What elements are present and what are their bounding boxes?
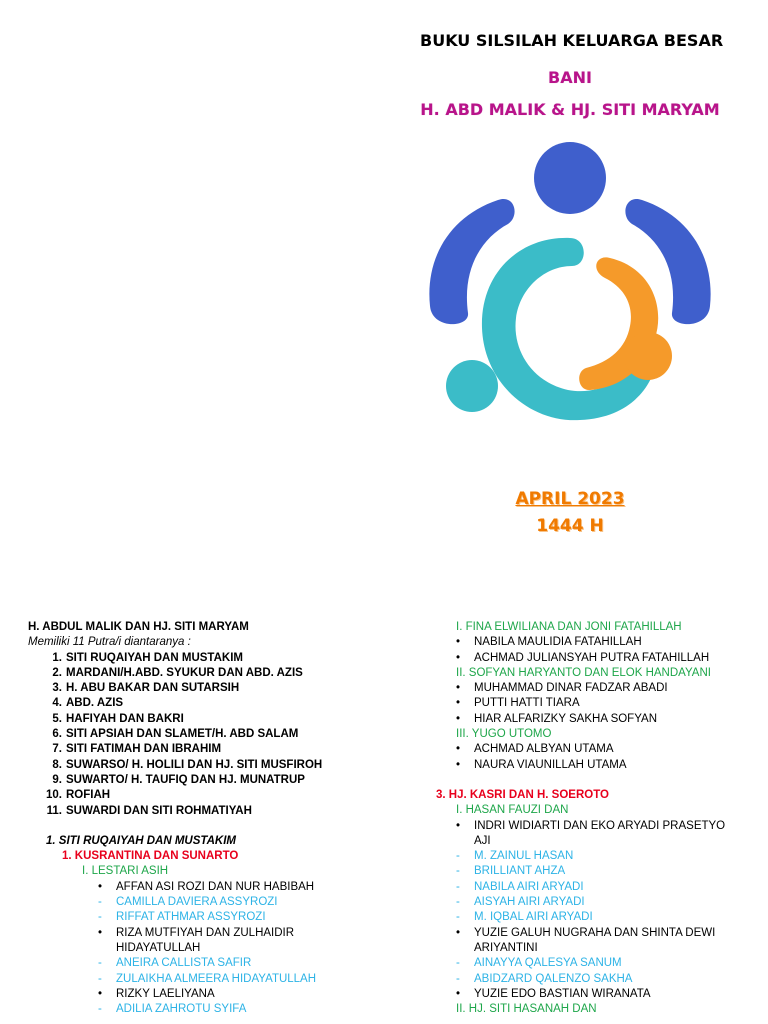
list-item (436, 880, 766, 895)
list-text: YUZIE EDO BASTIAN WIRANATA (474, 987, 651, 1000)
list-item (436, 712, 766, 727)
list-item (28, 972, 388, 987)
list-text: RIFFAT ATHMAR ASSYROZI (116, 911, 266, 924)
list-text: YUZIE GALUH NUGRAHA DAN SHINTA DEWI (474, 926, 716, 939)
list-text: ANEIRA CALLISTA SAFIR (116, 957, 252, 970)
child-item (28, 804, 388, 819)
book-title: BUKU SILSILAH KELUARGA BESAR (420, 31, 724, 50)
list-item (436, 834, 766, 849)
list-item (28, 926, 388, 941)
list-item (436, 972, 766, 987)
list-item (436, 910, 766, 925)
section-3-generation-2: II. HJ. SITI HASANAH DAN (456, 1003, 597, 1016)
child-name: HAFIYAH DAN BAKRI (66, 712, 184, 725)
logo-orange-head (624, 332, 672, 380)
list-text: M. ZAINUL HASAN (474, 850, 574, 863)
list-text: PUTTI HATTI TIARA (474, 697, 580, 710)
group-3-items (436, 742, 766, 773)
list-item (28, 941, 388, 956)
child-number: 11. (46, 804, 62, 817)
list-item (436, 864, 766, 879)
date-month: APRIL 2023 (515, 489, 625, 509)
list-marker: - (456, 865, 460, 878)
list-marker: - (456, 896, 460, 909)
list-marker: - (98, 972, 102, 985)
list-marker: - (98, 896, 102, 909)
child-name: SITI FATIMAH DAN IBRAHIM (66, 743, 222, 756)
list-item (436, 758, 766, 773)
list-marker: • (98, 987, 103, 1000)
list-text: RIZKY LAELIYANA (116, 987, 215, 1000)
section-3-generation-1: I. HASAN FAUZI DAN (456, 804, 569, 817)
bullet-icon: • (456, 636, 461, 649)
family-heading: H. ABDUL MALIK DAN HJ. SITI MARYAM (28, 621, 249, 633)
list-text: M. IQBAL AIRI ARYADI (474, 911, 593, 924)
child-number: 9. (52, 773, 62, 786)
date-hijri: 1444 H (536, 516, 604, 536)
child-name: SITI APSIAH DAN SLAMET/H. ABD SALAM (66, 728, 299, 741)
list-item (436, 956, 766, 971)
list-text: ABIDZARD QALENZO SAKHA (474, 972, 633, 985)
list-text: ZULAIKHA ALMEERA HIDAYATULLAH (116, 972, 317, 985)
list-item (436, 895, 766, 910)
list-text: ARIYANTINI (474, 941, 538, 954)
list-text: ACHMAD JULIANSYAH PUTRA FATAHILLAH (474, 651, 710, 664)
child-number: 10. (46, 789, 62, 802)
list-marker: - (456, 911, 460, 924)
child-name: ABD. AZIS (66, 697, 124, 710)
list-text: CAMILLA DAVIERA ASSYROZI (116, 896, 278, 909)
list-marker: • (98, 926, 103, 939)
list-item (28, 910, 388, 925)
left-column (28, 620, 388, 1017)
list-text: BRILLIANT AHZA (474, 865, 566, 878)
list-item (436, 742, 766, 757)
couple-name: H. ABD MALIK & HJ. SITI MARYAM (420, 100, 720, 119)
child-item (28, 773, 388, 788)
children-list (28, 651, 388, 819)
list-item (28, 956, 388, 971)
list-item (436, 849, 766, 864)
list-item (436, 651, 766, 666)
child-item (28, 696, 388, 711)
section-title-3: 3. HJ. KASRI DAN H. SOEROTO (436, 788, 609, 801)
bani-label: BANI (548, 68, 592, 87)
child-number: 7. (52, 743, 62, 756)
list-marker: • (456, 819, 461, 832)
list-item (436, 681, 766, 696)
child-item (28, 712, 388, 727)
list-marker: - (98, 1003, 102, 1016)
child-name: SITI RUQAIYAH DAN MUSTAKIM (66, 651, 243, 664)
list-item (436, 941, 766, 956)
child-name: SUWARSO/ H. HOLILI DAN HJ. SITI MUSFIROH (66, 758, 323, 771)
list-marker: - (456, 972, 460, 985)
child-name: SUWARDI DAN SITI ROHMATIYAH (66, 804, 252, 817)
list-text: HIDAYATULLAH (116, 941, 201, 954)
logo-teal-head (446, 360, 498, 412)
group-3-title: III. YUGO UTOMO (456, 728, 552, 741)
list-text: ADILIA ZAHROTU SYIFA (116, 1003, 247, 1016)
list-text: NABILA MAULIDIA FATAHILLAH (474, 636, 642, 649)
section-3-lines (436, 819, 766, 1003)
child-name: ROFIAH (66, 789, 111, 802)
list-marker: - (456, 880, 460, 893)
child-number: 8. (52, 758, 62, 771)
child-item (28, 666, 388, 681)
child-number: 1. (52, 651, 62, 664)
list-text: INDRI WIDIARTI DAN EKO ARYADI PRASETYO (474, 819, 726, 832)
child-item (28, 742, 388, 757)
list-marker: - (456, 957, 460, 970)
generation-title-1: I. LESTARI ASIH (82, 865, 169, 878)
group-1-items (436, 635, 766, 666)
list-text: AFFAN ASI ROZI DAN NUR HABIBAH (116, 880, 315, 893)
list-text: MUHAMMAD DINAR FADZAR ABADI (474, 682, 668, 695)
list-marker: - (98, 957, 102, 970)
group-2-items (436, 681, 766, 727)
list-text: AINAYYA QALESYA SANUM (474, 957, 622, 970)
child-item (28, 788, 388, 803)
list-item (436, 819, 766, 834)
list-text: NAURA VIAUNILLAH UTAMA (474, 758, 627, 771)
logo-blue-head (534, 142, 606, 214)
group-1-title: I. FINA ELWILIANA DAN JONI FATAHILLAH (456, 621, 682, 633)
bullet-icon: • (456, 758, 461, 771)
list-item (436, 926, 766, 941)
list-marker: - (98, 911, 102, 924)
bullet-icon: • (456, 682, 461, 695)
child-name: MARDANI/H.ABD. SYUKUR DAN ABD. AZIS (66, 666, 303, 679)
list-item (28, 880, 388, 895)
child-number: 3. (52, 682, 62, 695)
section-title-1: 1. SITI RUQAIYAH DAN MUSTAKIM (46, 834, 236, 847)
list-item (28, 987, 388, 1002)
child-number: 6. (52, 728, 62, 741)
list-text: AJI (474, 834, 491, 847)
list-item (28, 895, 388, 910)
child-item (28, 727, 388, 742)
child-number: 4. (52, 697, 62, 710)
list-text: HIAR ALFARIZKY SAKHA SOFYAN (474, 712, 657, 725)
list-text: NABILA AIRI ARYADI (474, 880, 584, 893)
list-marker: • (456, 926, 461, 939)
child-number: 2. (52, 666, 62, 679)
family-subheading: Memiliki 11 Putra/i diantaranya : (28, 636, 191, 649)
family-circle-logo (420, 138, 720, 450)
sub-title-1: 1. KUSRANTINA DAN SUNARTO (62, 850, 239, 863)
list-text: ACHMAD ALBYAN UTAMA (474, 743, 614, 756)
bullet-icon: • (456, 743, 461, 756)
child-number: 5. (52, 712, 62, 725)
list-text: RIZA MUTFIYAH DAN ZULHAIDIR (116, 926, 295, 939)
right-column (436, 620, 766, 1017)
bullet-icon: • (456, 697, 461, 710)
list-marker: • (456, 987, 461, 1000)
list-text: AISYAH AIRI ARYADI (474, 896, 585, 909)
bullet-icon: • (456, 712, 461, 725)
list-item (436, 696, 766, 711)
bullet-icon: • (456, 651, 461, 664)
list-marker: • (98, 880, 103, 893)
list-item (436, 635, 766, 650)
child-item (28, 758, 388, 773)
group-2-title: II. SOFYAN HARYANTO DAN ELOK HANDAYANI (456, 666, 711, 679)
left-entries (28, 880, 388, 1018)
child-item (28, 681, 388, 696)
list-item (436, 987, 766, 1002)
child-name: SUWARTO/ H. TAUFIQ DAN HJ. MUNATRUP (66, 773, 305, 786)
child-name: H. ABU BAKAR DAN SUTARSIH (66, 682, 240, 695)
list-marker: - (456, 850, 460, 863)
child-item (28, 651, 388, 666)
list-item (28, 1002, 388, 1017)
